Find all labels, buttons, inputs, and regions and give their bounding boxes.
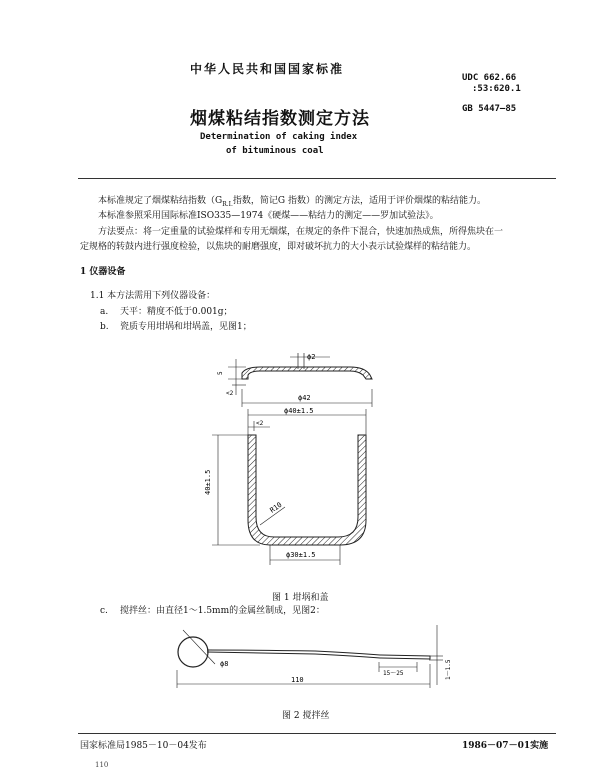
standard-body-title: 中华人民共和国国家标准 [190,62,345,76]
header-divider [78,178,556,179]
page-title: 烟煤粘结指数测定方法 [190,109,370,129]
item-b-text: 瓷质专用坩埚和坩埚盖，见图1； [120,322,252,332]
page-number: 110 [95,761,109,769]
dim-height: 40±1.5 [204,469,212,495]
figure-2-stirring-wire-drawing [165,620,455,700]
intro-paragraph-1: 本标准规定了烟煤粘结指数（$G_{R.I.}$指数，简记G 指数）的测定方法，适用于评价烟煤的粘结能力。 [98,196,486,208]
dim-phi2: ϕ2 [307,353,316,361]
dim-phi8: ϕ8 [220,660,229,668]
english-title-line1: Determination of caking index [200,132,358,142]
dim-1-1-5: 1～1.5 [445,659,452,680]
dim-5: 5 [217,371,224,375]
issue-date: 国家标准局1985－10－04发布 [80,741,207,751]
figure-1-crucible-drawing [200,345,400,585]
intro-paragraph-2: 本标准参照采用国际标准ISO335—1974《硬煤——粘结力的测定——罗加试验法》。 [98,211,439,221]
item-a-label: a. [100,307,109,317]
dim-lt2: <2 [256,420,264,427]
item-c-text: 搅拌丝：由直径1～1.5mm的金属丝制成，见图2： [120,606,325,616]
lid-shape [242,367,372,379]
dim-110: 110 [291,676,304,684]
intro-paragraph-3b: 定规格的转鼓内进行强度检验，以焦块的耐磨强度，即对破坏抗力的大小表示试验煤样的粘结能力。 [80,242,477,252]
item-a-text: 天平：精度不低于0.001g； [120,307,233,317]
footer-divider [78,733,556,734]
dim-phi30: ϕ30±1.5 [286,551,316,559]
crucible-body-shape [248,435,366,545]
clause-1-1: 1.1 本方法需用下列仪器设备： [90,291,216,301]
section-heading: 1 仪器设备 [80,267,126,277]
dim-15-25: 15～25 [383,670,404,677]
udc-code: UDC 662.66 [462,73,517,83]
english-title-line2: of bituminous coal [226,146,324,156]
gb-number: GB 5447—85 [462,104,517,114]
intro-paragraph-3a: 方法要点：将一定重量的试验煤样和专用无烟煤，在规定的条件下混合，快速加热成焦，所得焦块在一 [98,227,504,237]
effective-date: 1986－07－01实施 [462,741,549,751]
figure-1-caption: 图 1 坩埚和盖 [272,593,329,603]
udc-code-line2: :53:620.1 [472,84,521,94]
dim-r10: R10 [268,500,284,515]
dim-phi40: ϕ40±1.5 [284,407,314,415]
figure-2-caption: 图 2 搅拌丝 [282,711,330,721]
item-c-label: c. [100,606,108,616]
dim-phi42: ϕ42 [298,394,311,402]
dim-lt2-top: <2 [226,390,234,397]
item-b-label: b. [100,322,109,332]
